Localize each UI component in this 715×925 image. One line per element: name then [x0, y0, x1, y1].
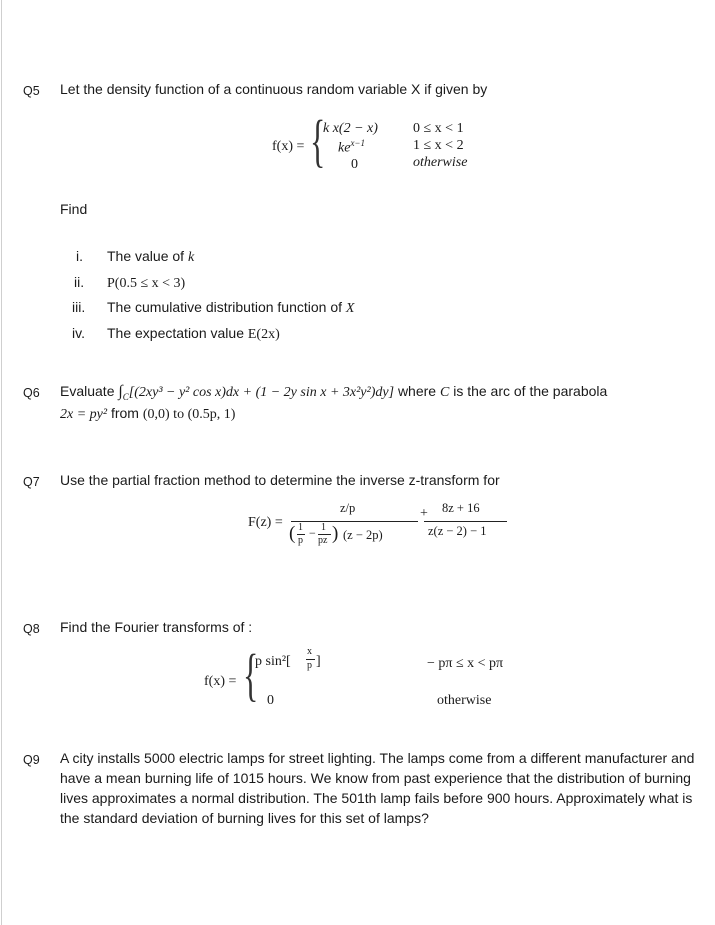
q5-item-marker: ii. — [74, 274, 85, 290]
q8-case2-cond: otherwise — [437, 693, 492, 708]
q7-plus: + — [420, 506, 428, 521]
q7-den-close-paren: ) — [332, 523, 339, 544]
q5-find-label: Find — [60, 201, 88, 217]
q7-text: Use the partial fraction method to determine the inverse z-transform for — [60, 472, 500, 488]
q5-item-marker: i. — [76, 248, 83, 264]
q5-item-marker: iii. — [72, 299, 86, 315]
q7-den-b-den: pz — [318, 535, 328, 546]
q8-case-brace: { — [243, 642, 259, 707]
q7-number: Q7 — [23, 475, 40, 489]
q7-den-minus: − — [309, 526, 316, 540]
q5-item-text: The value of k — [107, 248, 195, 265]
q8-case1-close: ] — [316, 654, 321, 669]
q7-den-rest: (z − 2p) — [343, 528, 383, 542]
q7-frac1-bar — [291, 521, 418, 522]
q5-case3-cond: otherwise — [413, 155, 468, 170]
q8-case1-frac-num: x — [307, 646, 312, 657]
page-left-edge — [1, 0, 2, 925]
q5-intro: Let the density function of a continuous random variable X if given by — [60, 81, 488, 97]
q6-line2: 2x = py² from (0,0) to (0.5p, 1) — [60, 405, 236, 422]
q5-item-text: P(0.5 ≤ x < 3) — [107, 276, 186, 291]
q5-lhs: f(x) = — [272, 139, 305, 154]
q5-item-text: The expectation value E(2x) — [107, 325, 280, 342]
q5-case2-expr: $ke^{x-1}$ — [338, 138, 366, 156]
q5-case3-expr: 0 — [351, 157, 358, 172]
q8-case1-expr: p sin²[ — [255, 654, 291, 669]
q7-frac1-numerator: z/p — [340, 501, 356, 515]
q7-lhs: F(z) = — [248, 515, 283, 530]
q5-case1-expr: k x(2 − x) — [323, 121, 378, 136]
q7-den-a-num: 1 — [298, 522, 303, 533]
q6-line1: Evaluate $\int_C[(2xy^3 - y^2$ cos x)dx + (1 − 2y sin x + 3x²y²)dy] where C is the arc of the parabola — [60, 383, 608, 403]
q8-lhs: f(x) = — [204, 674, 237, 689]
q5-case2-cond: 1 ≤ x < 2 — [413, 138, 464, 153]
q7-den-b-num: 1 — [321, 522, 326, 533]
q8-case1-cond: − pπ ≤ x < pπ — [427, 656, 504, 671]
q8-number: Q8 — [23, 622, 40, 636]
q9-text: A city installs 5000 electric lamps for street lighting. The lamps come from a different manufacturer and have a mean burning life of 1015 hours. We know from past experience that the distribution of burning lives approximates a normal distribution. The 501th lamp fails before 900 hours. Approximately what is the standard deviation of burning lives for this set of lamps? — [60, 750, 695, 826]
q5-case-brace: { — [310, 108, 326, 173]
q7-frac2-denominator: z(z − 2) − 1 — [428, 524, 487, 538]
q7-den-a-den: p — [298, 535, 303, 546]
q9-number: Q9 — [23, 753, 40, 767]
q7-frac2-numerator: 8z + 16 — [442, 501, 480, 515]
q8-case2-expr: 0 — [267, 693, 274, 708]
q5-item-text: The cumulative distribution function of X — [107, 299, 355, 316]
q5-case1-cond: 0 ≤ x < 1 — [413, 121, 464, 136]
q6-number: Q6 — [23, 386, 40, 400]
q7-frac2-bar — [424, 521, 507, 522]
q5-item-marker: iv. — [72, 325, 85, 341]
q7-den-open-paren: ( — [289, 523, 296, 544]
q8-case1-frac-den: p — [307, 660, 312, 671]
q5-number: Q5 — [23, 84, 40, 98]
q8-text: Find the Fourier transforms of : — [60, 619, 253, 635]
